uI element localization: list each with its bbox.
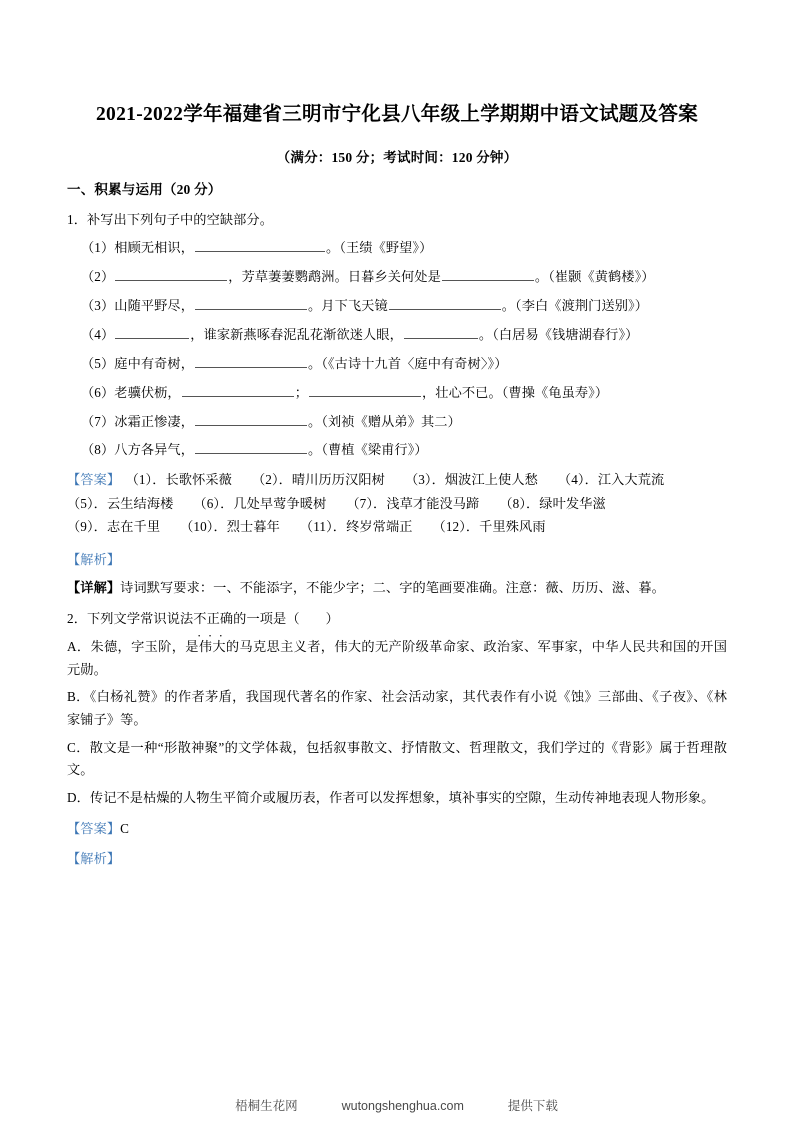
question-1-text: 补写出下列句子中的空缺部分。 — [86, 211, 274, 227]
option-text: 《白杨礼赞》的作者茅盾，我国现代著名的作家、社会活动家，其代表作有小说《蚀》三部曲、《子夜》、《林家铺子》等。 — [67, 689, 728, 728]
section-heading-1: 一、积累与运用（20 分） — [67, 182, 222, 198]
detail-label: 【详解】 — [67, 580, 121, 596]
footer-site-url: wutongshenghua.com — [341, 1099, 464, 1113]
option-d[interactable] — [67, 787, 727, 810]
answer-entry: （4）．江入大荒流 — [557, 472, 665, 488]
answer-entry: （11）．终岁常端正 — [299, 519, 413, 535]
answer-label: 【答案】 — [67, 472, 121, 488]
answer-blank[interactable] — [309, 383, 421, 397]
item-mid-text: ； — [294, 384, 309, 400]
answer-blank[interactable] — [404, 325, 478, 339]
answer-blank[interactable] — [195, 239, 325, 253]
fill-blank-item-4 — [67, 324, 727, 345]
item-label: （3） — [81, 298, 115, 314]
question-1-answer-block — [67, 468, 727, 539]
answer-entry: （9）．志在千里 — [67, 519, 161, 535]
item-post-text: ，壮心不已。（曹操《龟虽寿》） — [422, 384, 609, 400]
answer-value: C — [120, 820, 130, 836]
item-post-text: 。（白居易《钱塘湖春行》） — [478, 326, 639, 342]
item-pre-text: 庭中有奇树， — [114, 355, 195, 371]
item-post-text: 。（《古诗十九首〈庭中有奇树〉》） — [308, 355, 508, 371]
item-mid-text: ，芳草萋萋鹦鹉洲。日暮乡关何处是 — [228, 269, 441, 285]
question-1-analysis-label: 【解析】 — [67, 551, 121, 567]
fill-blank-item-6 — [67, 382, 727, 403]
answer-entry: （10）．烈士暮年 — [180, 519, 280, 535]
answer-blank[interactable] — [195, 297, 307, 311]
option-key: C． — [67, 739, 90, 755]
option-b[interactable] — [67, 686, 727, 731]
answer-blank[interactable] — [182, 383, 294, 397]
answer-blank[interactable] — [389, 297, 501, 311]
item-post-text: 。（刘祯《赠从弟》其二） — [308, 413, 461, 429]
item-pre-text: 相顾无相识， — [114, 240, 195, 256]
answer-entry: （3）．烟波江上使人愁 — [404, 472, 538, 488]
option-key: A． — [67, 638, 91, 654]
answer-blank[interactable] — [115, 325, 189, 339]
answer-entry: （6）．几处早莺争暖树 — [193, 495, 327, 511]
item-pre-text: 八方各异气， — [114, 442, 195, 458]
footer-watermark — [0, 1096, 793, 1114]
fill-blank-item-5 — [67, 353, 727, 374]
item-pre-text: 老骥伏枥， — [114, 384, 181, 400]
option-text: 朱德，字玉阶，是伟大的马克思主义者，伟大的无产阶级革命家、政治家、军事家，中华人民共和国的开国元勋。 — [67, 638, 727, 677]
fill-blank-item-3 — [67, 295, 727, 316]
footer-action: 提供下载 — [507, 1099, 558, 1113]
option-c[interactable] — [67, 737, 727, 782]
question-2-text-post: 的一项是（ — [233, 610, 300, 626]
item-label: （8） — [81, 442, 115, 458]
option-key: D． — [67, 790, 90, 806]
answer-entry: （8）．绿叶发华滋 — [499, 495, 606, 511]
answer-entry: （7）．浅草才能没马蹄 — [346, 495, 480, 511]
item-pre-text: 山随平野尽， — [114, 298, 195, 314]
item-label: （5） — [81, 355, 115, 371]
question-2-text-pre: 下列文学常识说法 — [86, 610, 194, 626]
answer-blank[interactable] — [195, 441, 307, 455]
exam-meta-subtitle: （满分：150 分；考试时间：120 分钟） — [276, 150, 518, 166]
item-post-text: 。（李白《渡荆门送别》） — [501, 298, 648, 314]
document-content — [67, 96, 727, 877]
question-1-number: 1． — [67, 211, 87, 227]
footer-site-name: 梧桐生花网 — [235, 1099, 298, 1113]
item-post-text: 。（王绩《野望》） — [326, 240, 433, 256]
detail-text: 诗词默写要求：一、不能添字，不能少字；二、字的笔画要准确。注意：薇、历历、滋、暮。 — [120, 580, 665, 596]
item-label: （7） — [81, 413, 115, 429]
item-pre-text: 冰霜正惨凄， — [114, 413, 195, 429]
item-post-text: 。（崔颢《黄鹤楼》） — [534, 269, 655, 285]
option-text: 传记不是枯燥的人物生平简介或履历表，作者可以发挥想象，填补事实的空隙，生动传神地表现人物形象。 — [89, 790, 715, 806]
answer-blank[interactable] — [115, 268, 227, 282]
option-key: B． — [67, 689, 90, 705]
item-mid-text: ，谁家新燕啄春泥乱花渐欲迷人眼， — [190, 326, 403, 342]
fill-blank-item-1 — [67, 237, 727, 258]
answer-entry: （5）．云生结海楼 — [67, 495, 174, 511]
fill-blank-item-7 — [67, 411, 727, 432]
answer-entry: （12）．千里殊风雨 — [432, 519, 546, 535]
question-2-number: 2． — [67, 610, 87, 626]
item-label: （6） — [81, 384, 115, 400]
question-2-text-end: ） — [325, 610, 339, 626]
item-mid-text: 。月下飞天镜 — [308, 298, 388, 314]
item-label: （1） — [81, 240, 115, 256]
answer-blank[interactable] — [195, 412, 307, 426]
page-title: 2021-2022学年福建省三明市宁化县八年级上学期期中语文试题及答案 — [96, 104, 698, 125]
question-1-stem — [67, 209, 727, 230]
question-2-emphasis: 不正确 ··· — [193, 611, 233, 627]
answer-blank[interactable] — [442, 268, 534, 282]
option-a[interactable] — [67, 636, 727, 681]
answer-entry: （1）．长歌怀采薇 — [125, 472, 232, 488]
option-text: 散文是一种“形散神聚”的文学体裁，包括叙事散文、抒情散文、哲理散文，我们学过的《背影》属于哲理散文。 — [67, 739, 727, 778]
answer-entry: （2）．晴川历历汉阳树 — [251, 472, 385, 488]
fill-blank-item-8 — [67, 439, 727, 460]
fill-blank-item-2 — [67, 266, 727, 287]
answer-label: 【答案】 — [67, 820, 121, 836]
item-label: （2） — [81, 269, 115, 285]
question-2-stem — [67, 608, 727, 629]
question-2-analysis-label: 【解析】 — [67, 851, 121, 867]
item-label: （4） — [81, 326, 115, 342]
item-post-text: 。（曹植《梁甫行》） — [308, 442, 428, 458]
answer-blank[interactable] — [195, 354, 307, 368]
question-2-answer-block — [67, 818, 727, 839]
question-1-detail — [67, 577, 727, 598]
